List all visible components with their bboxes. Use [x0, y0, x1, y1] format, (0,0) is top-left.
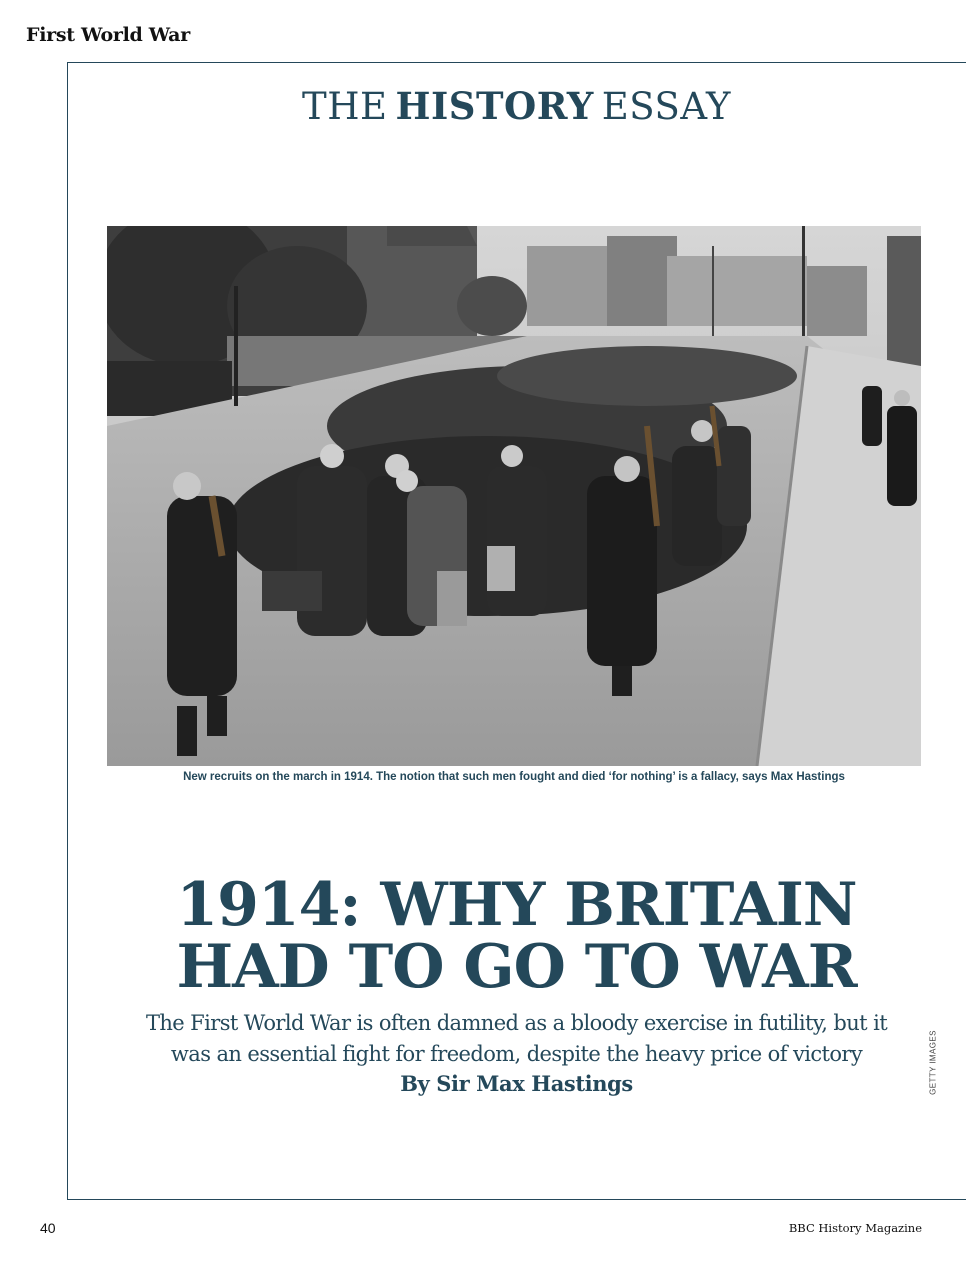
essay-header-highlight: HISTORY	[395, 84, 594, 128]
essay-header	[67, 84, 966, 128]
byline: By Sir Max Hastings	[400, 1071, 633, 1096]
essay-header-prefix: THE	[302, 85, 388, 128]
magazine-name: BBC History Magazine	[788, 1221, 922, 1235]
headline	[67, 870, 966, 1002]
page-number: 40	[40, 1220, 56, 1236]
standfirst-line-2: was an essential fight for freedom, despite the heavy price of victory	[170, 1042, 863, 1066]
essay-header-suffix: ESSAY	[601, 85, 731, 128]
standfirst	[67, 1008, 966, 1070]
headline-line-2: HAD TO GO TO WAR	[176, 932, 857, 1002]
recruits-photo	[107, 226, 921, 766]
section-label: First World War	[26, 24, 190, 46]
standfirst-line-1: The First World War is often damned as a bloody exercise in futility, but it	[145, 1011, 888, 1035]
headline-line-1: 1914: WHY BRITAIN	[176, 870, 857, 940]
photo-caption: New recruits on the march in 1914. The notion that such men fought and died ‘for nothing’ is a fallacy, says Max Hastings	[183, 771, 845, 783]
photo-credit: GETTY IMAGES	[928, 1030, 938, 1095]
